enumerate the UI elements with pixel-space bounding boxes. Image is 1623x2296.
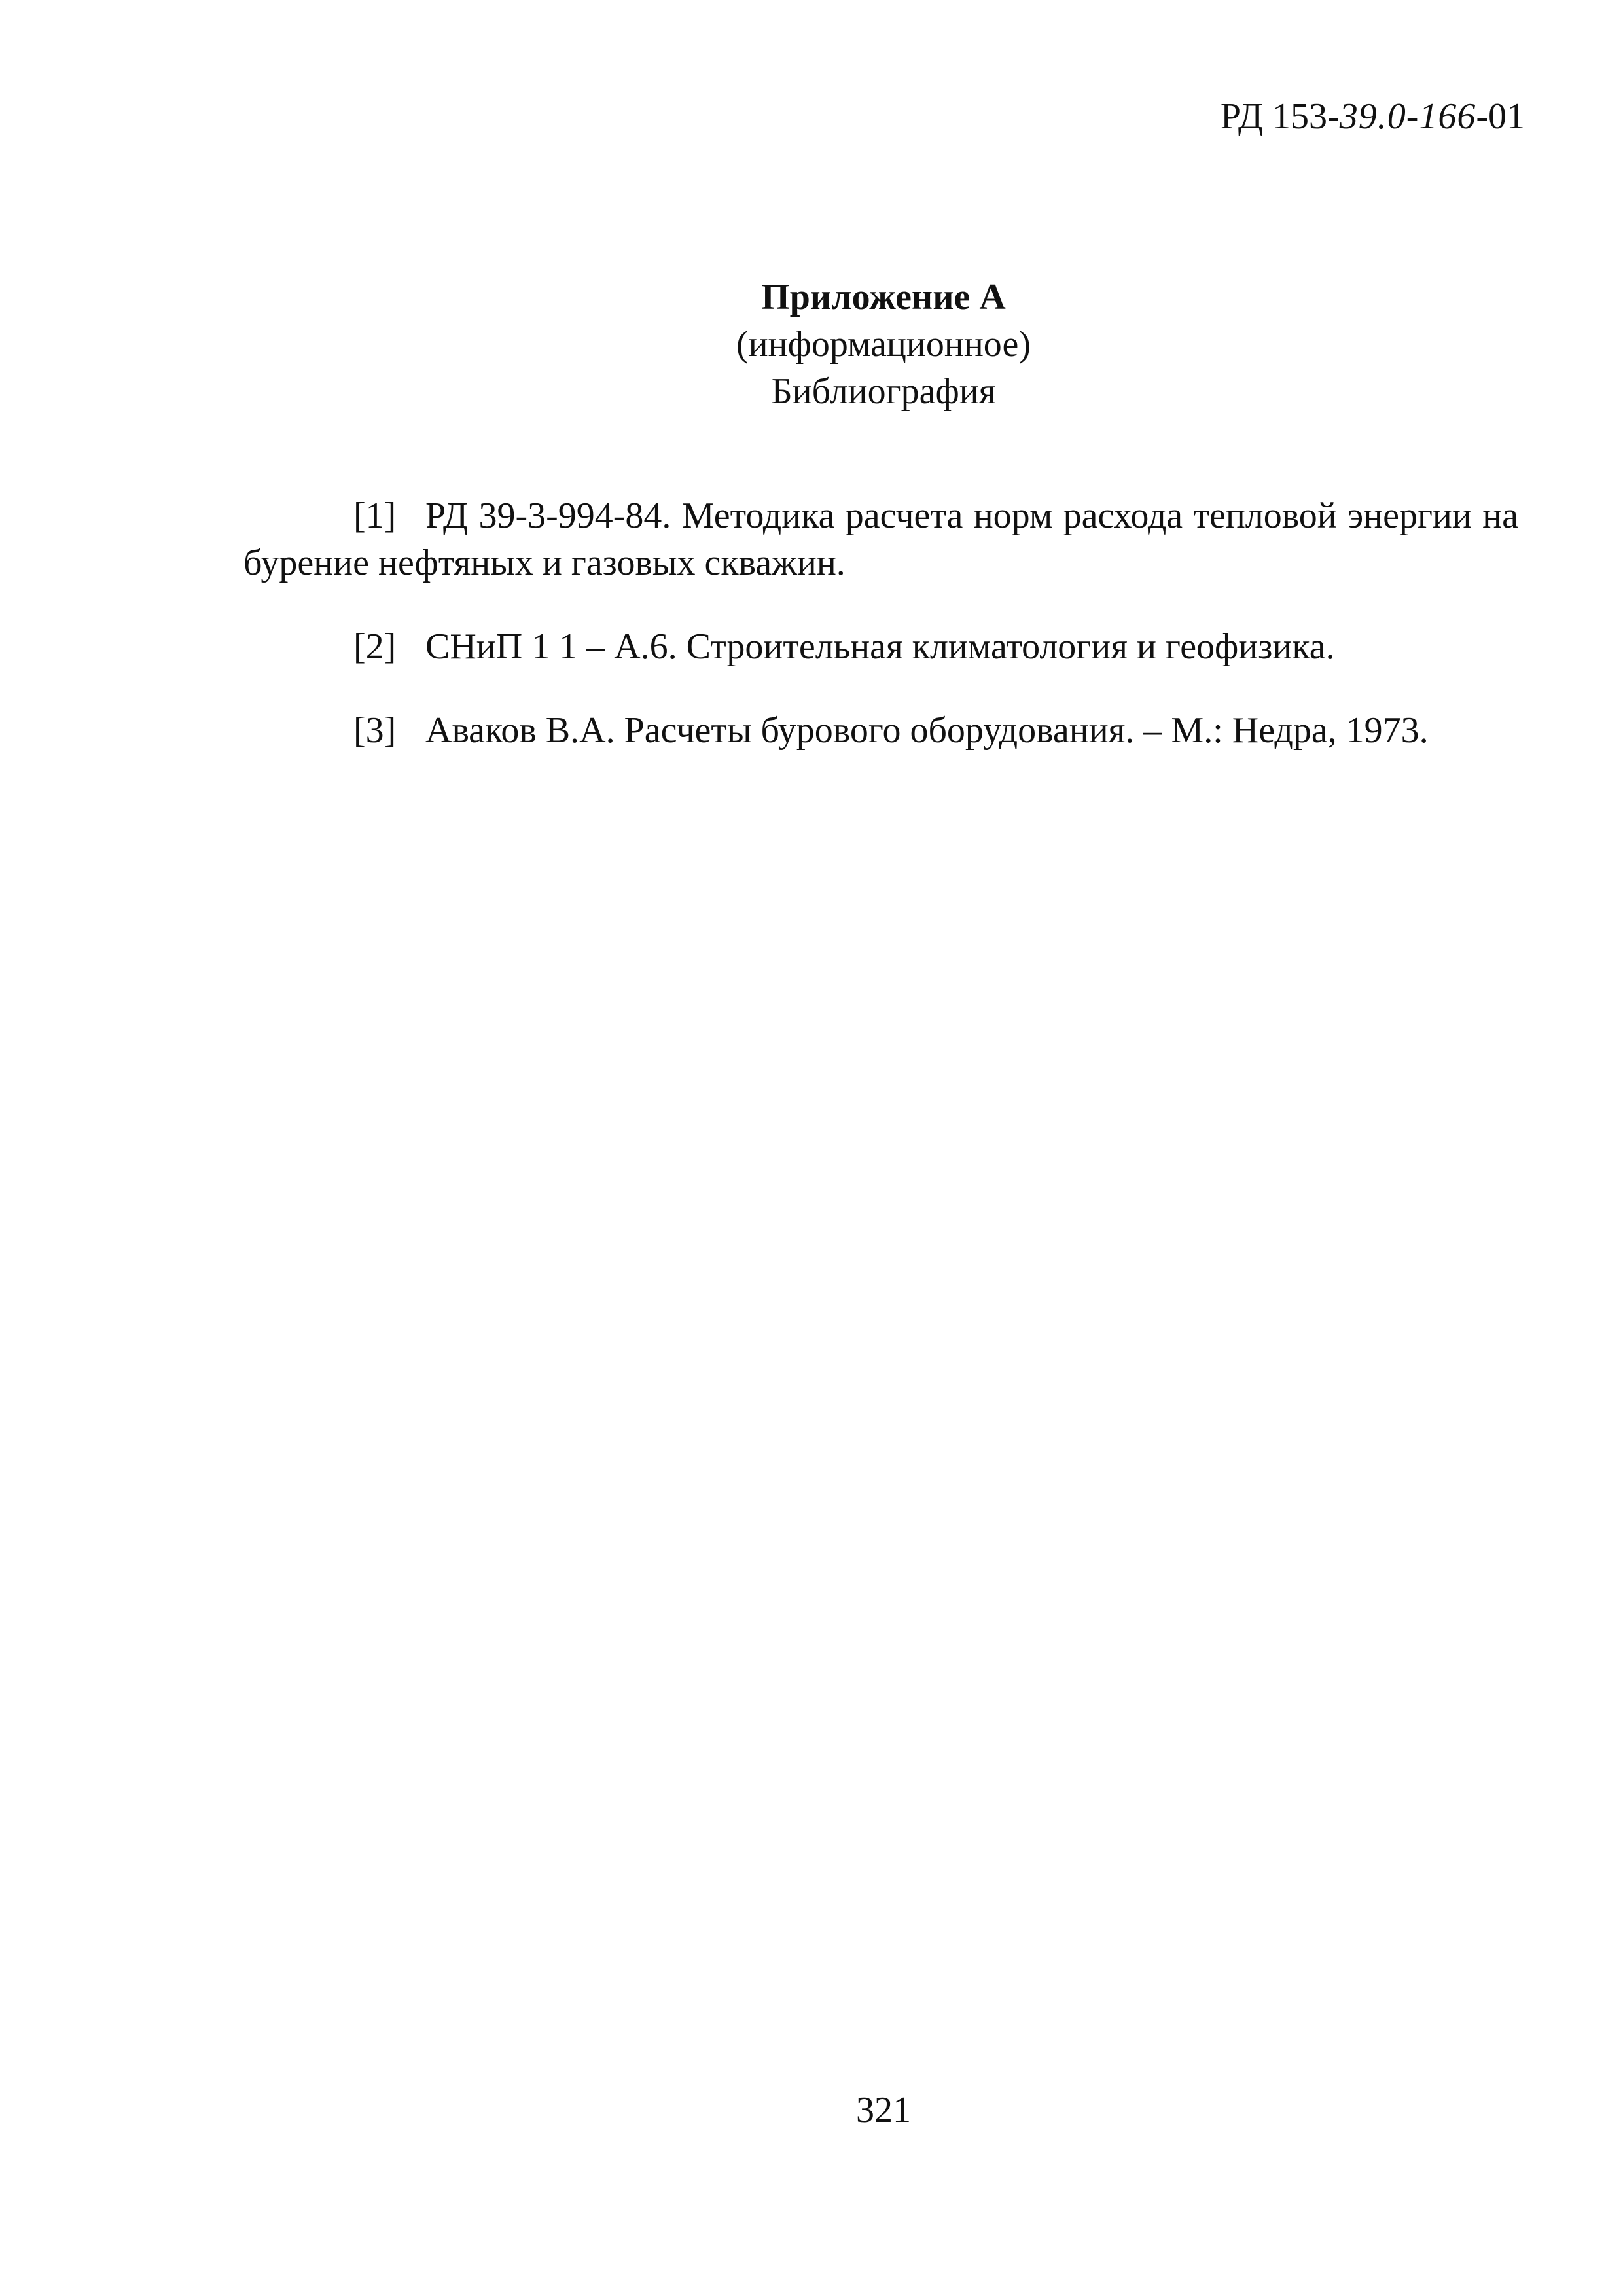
bibliography-item-number: [2] xyxy=(353,626,397,667)
bibliography-list xyxy=(243,492,1518,791)
bibliography-item-text: РД 39-3-994-84. Методика расчета норм расхода тепловой энергии на бурение нефтяных и газовых скважин. xyxy=(243,495,1518,583)
bibliography-item-text: Аваков В.А. Расчеты бурового оборудования. – М.: Недра, 1973. xyxy=(425,710,1429,751)
document-code-prefix: РД 153- xyxy=(1220,96,1340,137)
bibliography-item xyxy=(243,492,1518,586)
bibliography-item xyxy=(243,623,1518,670)
document-code-handwritten: 39.0-166 xyxy=(1339,96,1476,137)
document-code-suffix: -01 xyxy=(1476,96,1525,137)
bibliography-item-text: СНиП 1 1 – А.6. Строительная климатология и геофизика. xyxy=(425,626,1335,667)
appendix-subtitle: (информационное) xyxy=(736,324,1031,365)
bibliography-item xyxy=(243,707,1518,754)
section-title: Библиография xyxy=(771,371,996,412)
bibliography-item-number: [1] xyxy=(353,495,397,536)
bibliography-item-number: [3] xyxy=(353,710,397,751)
appendix-title: Приложение А xyxy=(761,277,1006,317)
page-number: 321 xyxy=(856,2090,911,2130)
document-code xyxy=(1221,98,1525,135)
appendix-heading xyxy=(0,274,1623,415)
